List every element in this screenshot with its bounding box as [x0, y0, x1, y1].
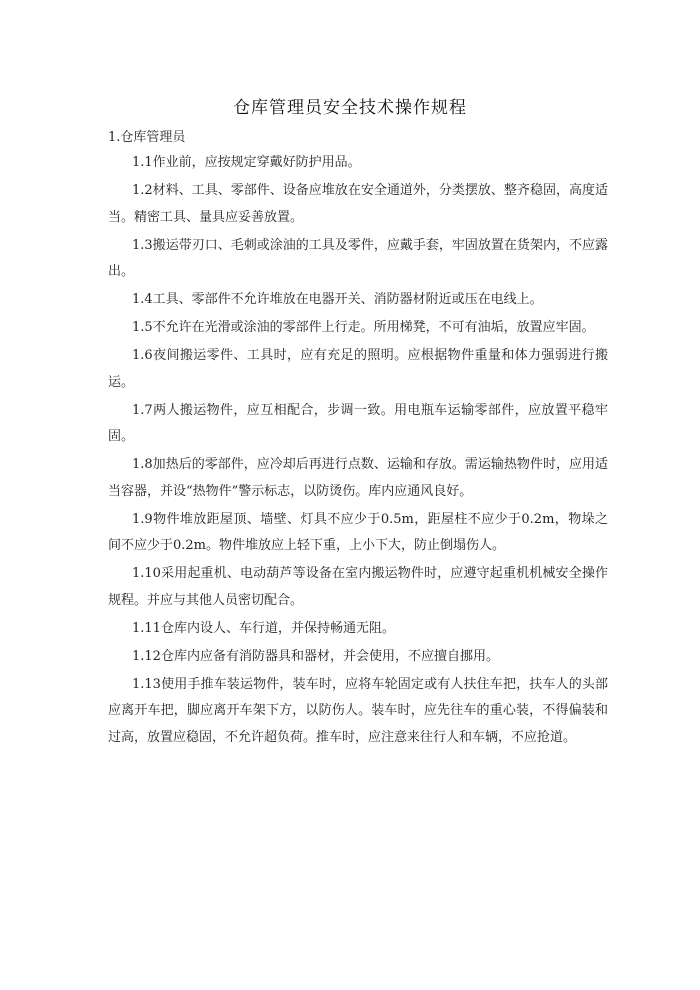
- rules-list: [108, 150, 608, 753]
- section-heading: 1.仓库管理员: [108, 130, 186, 145]
- document-title: 仓库管理员安全技术操作规程: [233, 98, 467, 118]
- rule-item: 1.6夜间搬运零件、工具时，应有充足的照明。应根据物件重量和体力强弱进行搬运。: [108, 348, 608, 390]
- rule-item: 1.9物件堆放距屋顶、墙壁、灯具不应少于0.5m，距屋柱不应少于0.2m，物垛之间不应少于0.2m。物件堆放应上轻下重，上小下大，防止倒塌伤人。: [108, 511, 608, 553]
- rule-item: 1.13使用手推车装运物件，装车时，应将车轮固定或有人扶住车把，扶车人的头部应离开车把，脚应离开车架下方，以防伤人。装车时，应先往车的重心装，不得偏装和过高，放置应稳固，不允许超负荷。推车时，应注意来往行人和车辆，不应抢道。: [108, 676, 608, 745]
- rule-item: 1.12仓库内应备有消防器具和器材，并会使用，不应擅自挪用。: [132, 648, 499, 664]
- rule-item: 1.5不允许在光滑或涂油的零部件上行走。所用梯凳，不可有油垢，放置应牢固。: [132, 320, 595, 335]
- rule-item: 1.7两人搬运物件，应互相配合，步调一致。用电瓶车运输零部件，应放置平稳牢固。: [108, 402, 608, 444]
- rule-item: 1.1作业前，应按规定穿戴好防护用品。: [132, 155, 361, 170]
- rule-item: 1.11仓库内设人、车行道，并保持畅通无阻。: [132, 620, 395, 636]
- rule-item: 1.8加热后的零部件，应冷却后再进行点数、运输和存放。需运输热物件时，应用适当容器，并设“热物件”警示标志，以防烫伤。库内应通风良好。: [108, 457, 608, 499]
- rule-item: 1.3搬运带刃口、毛刺或涂油的工具及零件，应戴手套，牢固放置在货架内，不应露出。: [108, 237, 608, 279]
- rule-item: 1.2材料、工具、零部件、设备应堆放在安全通道外，分类摆放、整齐稳固，高度适当。精密工具、量具应妥善放置。: [108, 183, 608, 225]
- rule-item: 1.4工具、零部件不允许堆放在电器开关、消防器材附近或压在电线上。: [132, 292, 543, 307]
- rule-item: 1.10采用起重机、电动葫芦等设备在室内搬运物件时，应遵守起重机机械安全操作规程。并应与其他人员密切配合。: [108, 566, 608, 608]
